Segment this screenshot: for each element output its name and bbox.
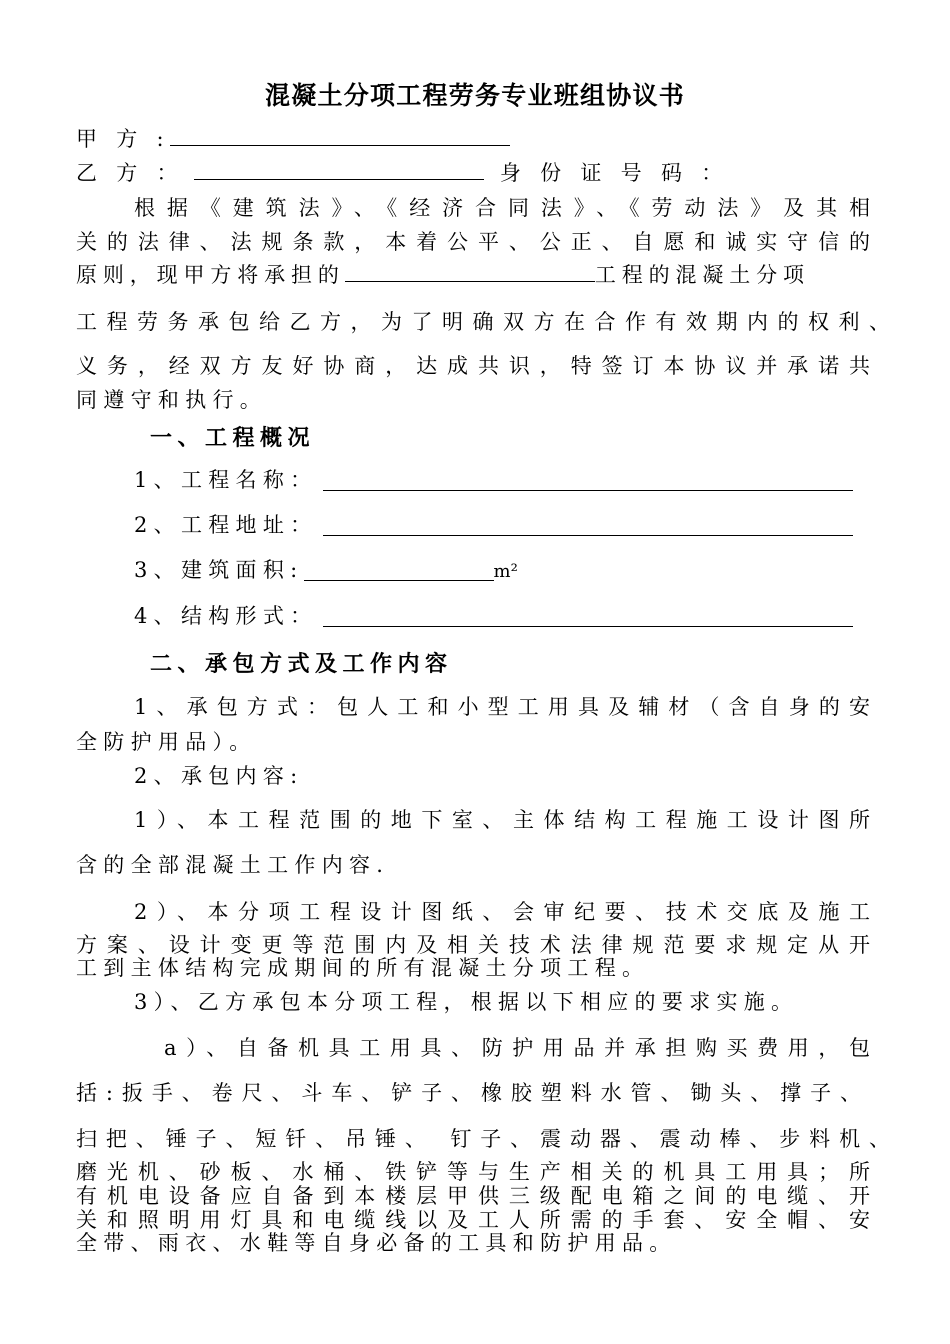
structure-type-label: 4、结构形式： <box>134 604 318 628</box>
item-3-line: 3）、乙方承包本分项工程，根据以下相应的要求实施。 <box>134 990 799 1014</box>
item-2-line-3: 工到主体结构完成期间的所有混凝土分项工程。 <box>76 956 650 980</box>
area-unit: m² <box>493 561 518 582</box>
contract-content-label: 2、承包内容: <box>134 764 304 788</box>
structure-type-field[interactable] <box>323 608 853 627</box>
intro-line-3-prefix: 原则，现甲方将承担的 <box>76 263 345 287</box>
document-title: 混凝土分项工程劳务专业班组协议书 <box>264 81 685 110</box>
project-name-blank[interactable] <box>345 263 595 282</box>
item-a-line-4: 磨光机、砂板、水桶、铁铲等与生产相关的机具工用具；所 <box>76 1160 870 1184</box>
contract-method-line-1: 1、承包方式：包人工和小型工用具及辅材（含自身的安 <box>134 695 870 719</box>
intro-line-6: 同遵守和执行。 <box>76 388 268 412</box>
project-address-row <box>134 512 853 538</box>
intro-line-2: 关的法律、法规条款，本着公平、公正、自愿和诚实守信的 <box>76 230 870 254</box>
intro-line-1: 根据《建筑法》、《经济合同法》、《劳动法》及其相 <box>134 196 870 220</box>
project-name-row <box>134 467 853 493</box>
party-b-label: 乙 方 ： <box>76 161 184 185</box>
intro-line-4: 工程劳务承包给乙方，为了明确双方在合作有效期内的权利、 <box>76 310 890 334</box>
party-a-line <box>76 126 870 152</box>
item-2-line-2: 方案、设计变更等范围内及相关技术法律规范要求规定从开 <box>76 933 870 957</box>
section-2-heading: 二、承包方式及工作内容 <box>150 652 453 677</box>
intro-line-3-suffix: 工程的混凝土分项 <box>594 263 810 287</box>
contract-method-line-2: 全防护用品）。 <box>76 730 257 754</box>
structure-type-row <box>134 603 853 629</box>
project-name-label: 1、工程名称： <box>134 468 318 492</box>
item-2-line-1: 2）、本分项工程设计图纸、会审纪要、技术交底及施工 <box>134 900 870 924</box>
project-address-label: 2、工程地址： <box>134 513 318 537</box>
party-a-blank[interactable] <box>170 127 510 146</box>
section-1-heading: 一、工程概况 <box>150 426 316 451</box>
intro-line-5: 义务，经双方友好协商，达成共识，特签订本协议并承诺共 <box>76 354 870 378</box>
item-1-line-1: 1）、本工程范围的地下室、主体结构工程施工设计图所 <box>134 808 870 832</box>
item-1-line-2: 含的全部混凝土工作内容. <box>76 853 390 877</box>
party-b-blank[interactable] <box>194 161 484 180</box>
building-area-label: 3、建筑面积: <box>134 558 304 582</box>
building-area-field[interactable] <box>304 562 494 581</box>
project-name-field[interactable] <box>323 472 853 491</box>
party-b-line <box>76 160 870 186</box>
project-address-field[interactable] <box>323 517 853 536</box>
item-a-line-5: 有机电设备应自备到本楼层甲供三级配电箱之间的电缆、开 <box>76 1184 870 1208</box>
party-a-label: 甲 方 : <box>76 127 170 151</box>
item-a-line-2: 括:扳手、卷尺、斗车、铲子、橡胶塑料水管、锄头、撑子、 <box>76 1081 861 1105</box>
item-a-line-7: 全带、雨衣、水鞋等自身必备的工具和防护用品。 <box>76 1231 677 1255</box>
id-number-label: 身 份 证 号 码 ： <box>499 161 729 185</box>
item-a-line-1: a）、自备机具工用具、防护用品并承担购买费用，包 <box>164 1036 870 1060</box>
intro-line-3 <box>76 262 870 288</box>
item-a-line-3: 扫把、锤子、短钎、吊锤、 钉子、震动器、震动棒、步料机、 <box>76 1127 890 1151</box>
item-a-line-6: 关和照明用灯具和电缆线以及工人所需的手套、安全帽、安 <box>76 1208 870 1232</box>
building-area-row <box>134 557 518 585</box>
